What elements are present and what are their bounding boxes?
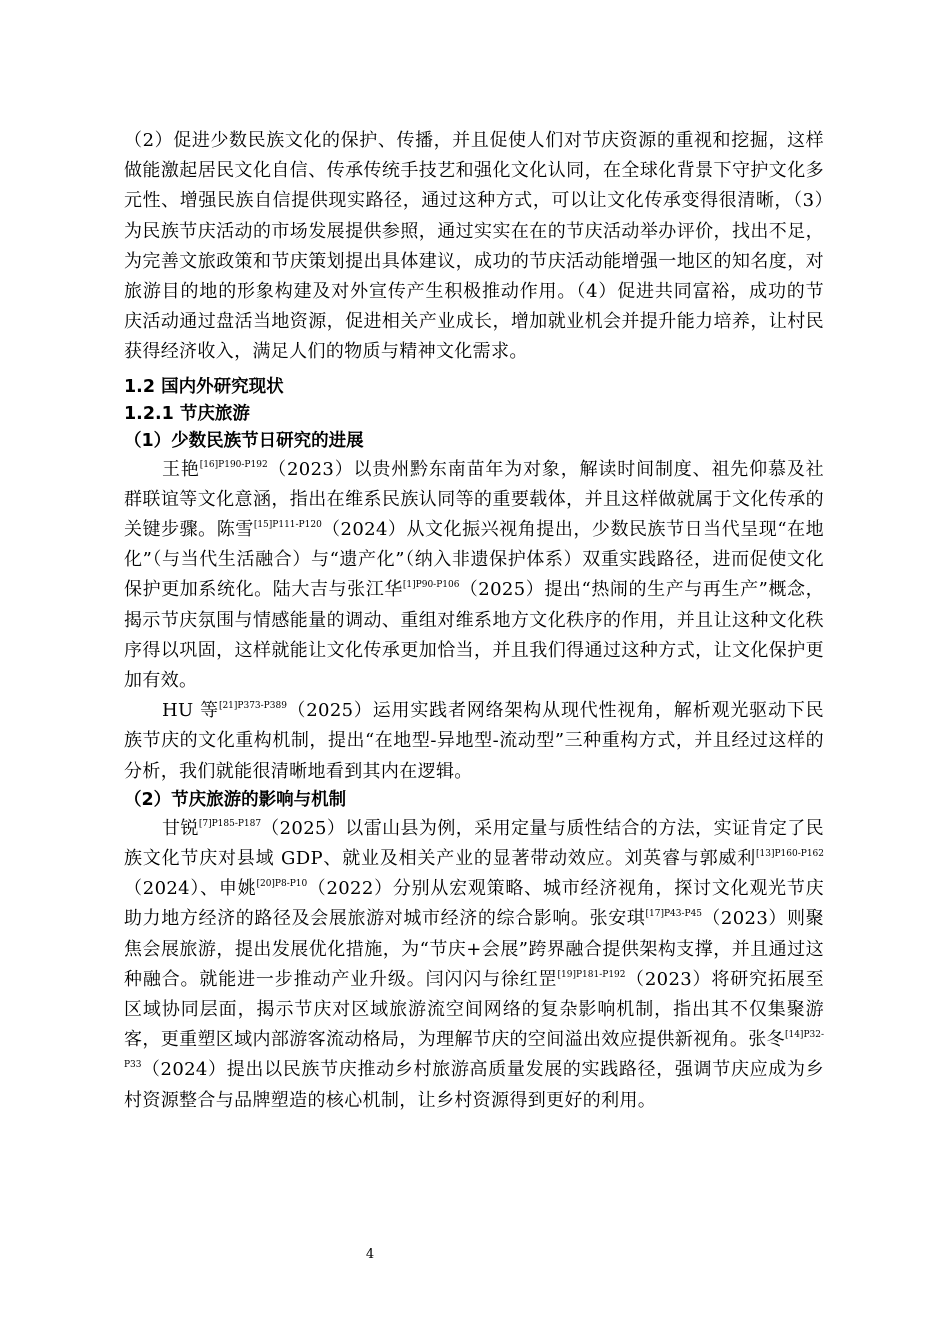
text-span: （2023）将研究拓展至区域协同层面，揭示节庆对区域旅游流空间网络的复杂影响机制，指出其不仅集聚游客，更重塑区域内部游客流动格局，为理解节庆的空间溢出效应提供新视角。张冬 xyxy=(124,968,824,1051)
citation-ref: [14]P32-P33 xyxy=(124,1030,824,1071)
text-span: 王艳 xyxy=(162,458,200,480)
text-span: （2024）、申姚 xyxy=(124,878,257,900)
text-span: （2022）分别从宏观策略、城市经济视角，探讨文化观光节庆助力地方经济的路径及会展旅游对城市经济的综合影响。张安琪 xyxy=(124,878,824,930)
text-span: （2025）运用实践者网络架构从现代性视角，解析观光驱动下民族节庆的文化重构机制，提出“在地型-异地型-流动型”三种重构方式，并且经过这样的分析，我们就能很清晰地看到其内在逻辑。 xyxy=(124,700,824,782)
citation-ref: [16]P190-P192 xyxy=(199,459,268,470)
text-span: （2023）以贵州黔东南苗年为对象，解读时间制度、祖先仰慕及社群联谊等文化意涵，指出在维系民族认同等的重要载体，并且这样做就属于文化传承的关键步骤。陈雪 xyxy=(124,458,825,541)
paragraph-festival-impact xyxy=(124,814,824,1116)
heading-festival-tourism-impact: （2）节庆旅游的影响与机制 xyxy=(124,789,347,810)
page-number: 4 xyxy=(365,1247,375,1262)
citation-ref: [7]P185-P187 xyxy=(198,818,262,829)
heading-1-2-1: 1.2.1 节庆旅游 xyxy=(124,403,250,424)
text-span: （2024）从文化振兴视角提出，少数民族节日当代呈现“在地化”（与当代生活融合）与“遗产化”（纳入非遗保护体系）双重实践路径，进而促使文化保护更加系统化。陆大吉与张江华 xyxy=(124,519,824,601)
paragraph-festival-research-1 xyxy=(124,455,824,697)
citation-ref: [20]P8-P10 xyxy=(256,879,308,890)
heading-1-2: 1.2 国内外研究现状 xyxy=(124,376,284,397)
text-span: （2025）提出“热闹的生产与再生产”概念，揭示节庆氛围与情感能量的调动、重组对维系地方文化秩序的作用，并且让这种文化秩序得以巩固，这样就能让文化传承更加恰当，并且我们得通过这种方式，让文化保护更加有效。 xyxy=(124,579,825,692)
citation-ref: [19]P181-P192 xyxy=(557,969,626,980)
document-body xyxy=(124,126,824,1116)
text-span: （2023）则聚焦会展旅游，提出发展优化措施，为“节庆+会展”跨界融合提供架构支撑，并且通过这种融合。就能进一步推动产业升级。闫闪闪与徐红罡 xyxy=(124,908,825,990)
text-span: （2025）以雷山县为例，采用定量与质性结合的方法，实证肯定了民族文化节庆对县域 GDP、就业及相关产业的显著带动效应。刘英睿与郭威利 xyxy=(124,817,825,870)
citation-ref: [21]P373-P389 xyxy=(218,701,287,712)
paragraph-festival-research-2 xyxy=(124,696,824,787)
paragraph-significance: （2）促进少数民族文化的保护、传播，并且促使人们对节庆资源的重视和挖掘，这样做能激起居民文化自信、传承传统手技艺和强化文化认同，在全球化背景下守护文化多元性、增强民族自信提供现实路径，通过这种方式，可以让文化传承变得很清晰，（3）为民族节庆活动的市场发展提供参照，通过实实在在的节庆活动举办评价，找出不足，为完善文旅政策和节庆策划提出具体建议，成功的节庆活动能增强一地区的知名度，对旅游目的地的形象构建及对外宣传产生积极推动作用。（4）促进共同富裕，成功的节庆活动通过盘活当地资源，促进相关产业成长，增加就业机会并提升能力培养，让村民获得经济收入，满足人们的物质与精神文化需求。 xyxy=(124,130,824,363)
text-span: 甘锐 xyxy=(162,817,199,839)
text-span: （2024）提出以民族节庆推动乡村旅游高质量发展的实践路径，强调节庆应成为乡村资源整合与品牌塑造的核心机制，让乡村资源得到更好的利用。 xyxy=(124,1059,824,1111)
citation-ref: [17]P43-P45 xyxy=(645,909,703,920)
heading-minority-festival-research: （1）少数民族节日研究的进展 xyxy=(124,430,364,451)
citation-ref: [1]P90-P106 xyxy=(402,580,460,591)
text-span: HU 等 xyxy=(162,700,219,722)
citation-ref: [13]P160-P162 xyxy=(756,849,824,860)
citation-ref: [15]P111-P120 xyxy=(253,520,322,531)
